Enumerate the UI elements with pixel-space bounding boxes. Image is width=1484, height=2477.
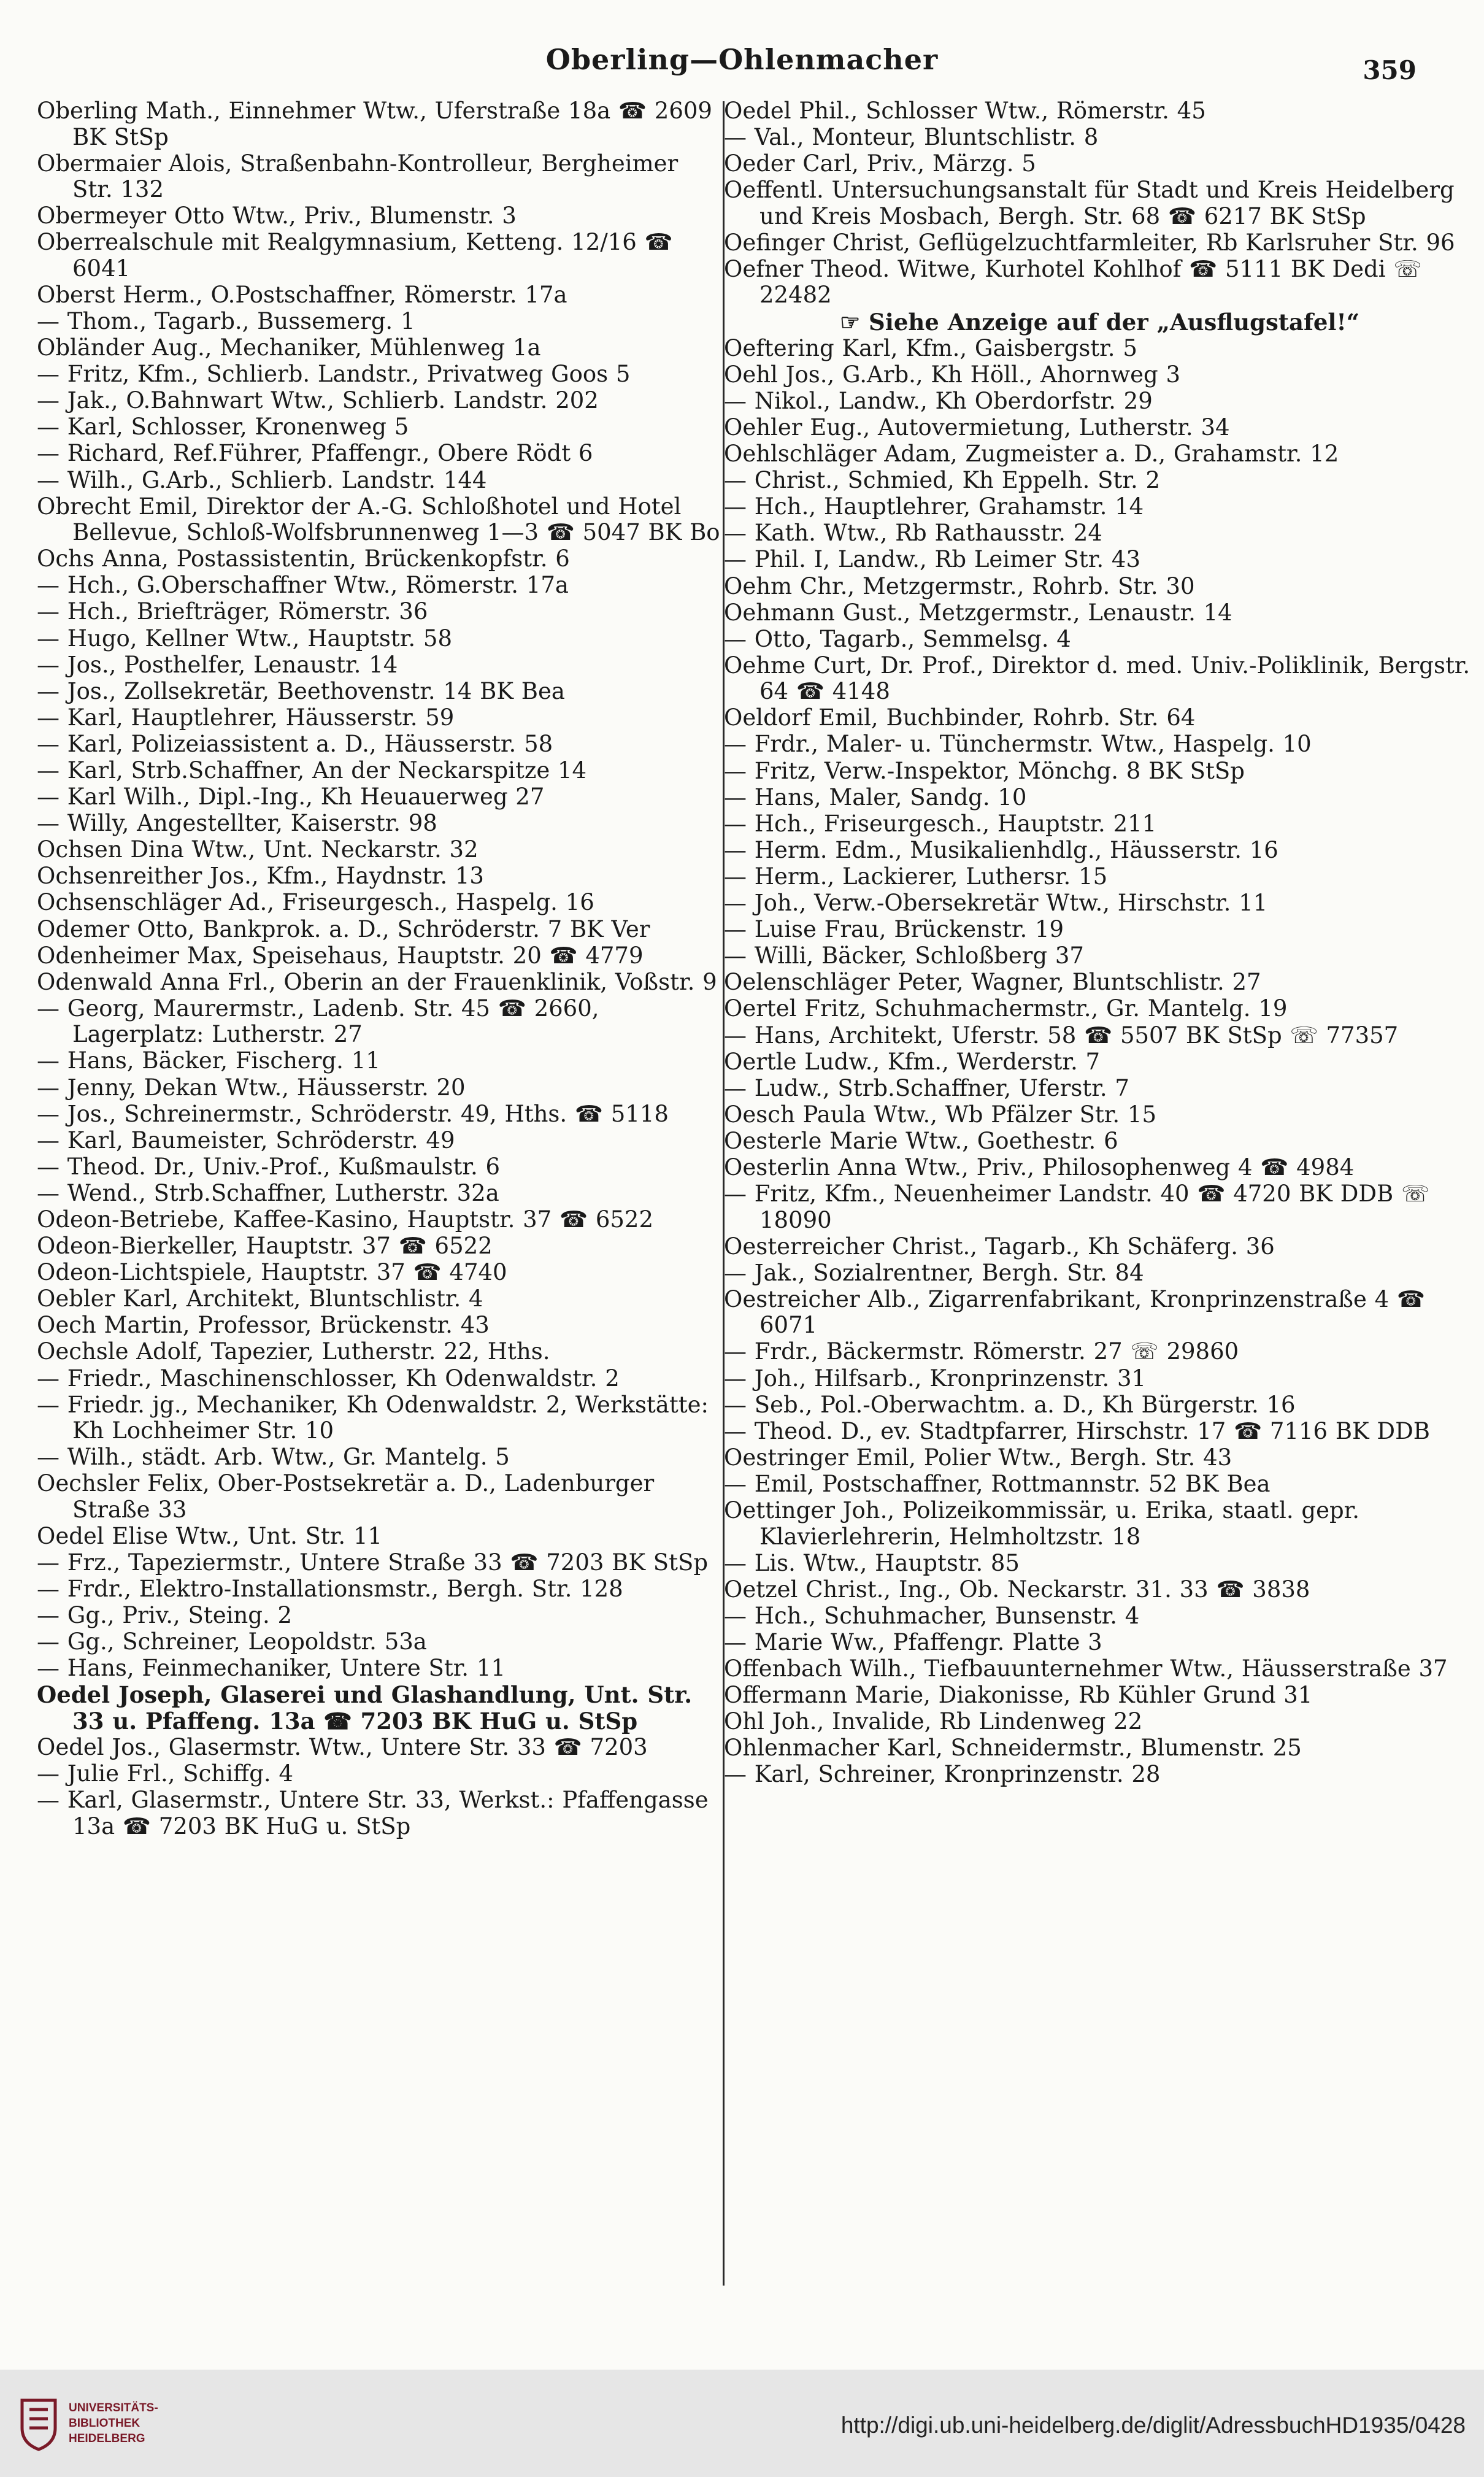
page-header	[0, 43, 1484, 86]
directory-entry: — Jos., Zollsekretär, Beethovenstr. 14 BK Bea	[37, 677, 565, 704]
directory-entry: — Frz., Tapeziermstr., Untere Straße 33 ☎ 7203 BK StSp	[37, 1549, 709, 1576]
directory-entry: Offermann Marie, Diakonisse, Rb Kühler Grund 31	[724, 1682, 1313, 1709]
directory-entry: Oesterlin Anna Wtw., Priv., Philosophenweg 4 ☎ 4984	[724, 1154, 1355, 1181]
directory-entry: — Val., Monteur, Bluntschlistr. 8	[724, 124, 1099, 151]
directory-entry: — Hch., Hauptlehrer, Grahamstr. 14	[724, 493, 1144, 520]
directory-entry: Oberrealschule mit Realgymnasium, Ketteng. 12/16 ☎ 6041	[37, 229, 673, 282]
directory-entry: — Gg., Priv., Steing. 2	[37, 1602, 293, 1629]
directory-entry: Oedel Elise Wtw., Unt. Str. 11	[37, 1522, 383, 1549]
directory-entry: — Ludw., Strb.Schaffner, Uferstr. 7	[724, 1074, 1129, 1101]
right-column	[724, 98, 1475, 2282]
directory-entry: Oedel Jos., Glasermstr. Wtw., Untere Str. 33 ☎ 7203	[37, 1734, 648, 1761]
directory-entry: Oberling Math., Einnehmer Wtw., Uferstraße 18a ☎ 2609 BK StSp	[37, 98, 712, 150]
directory-entry: — Fritz, Verw.-Inspektor, Mönchg. 8 BK StSp	[724, 757, 1245, 784]
directory-entry: Oehm Chr., Metzgermstr., Rohrb. Str. 30	[724, 572, 1195, 599]
directory-entry: Ochs Anna, Postassistentin, Brückenkopfstr. 6	[37, 545, 570, 572]
directory-entry: — Hans, Feinmechaniker, Untere Str. 11	[37, 1655, 506, 1682]
directory-entry: — Lis. Wtw., Hauptstr. 85	[724, 1549, 1020, 1576]
directory-entry: — Willy, Angestellter, Kaiserstr. 98	[37, 810, 437, 837]
directory-entry: — Christ., Schmied, Kh Eppelh. Str. 2	[724, 467, 1161, 494]
directory-entry: — Richard, Ref.Führer, Pfaffengr., Obere Rödt 6	[37, 440, 593, 467]
library-name-line2: BIBLIOTHEK	[69, 2417, 140, 2430]
library-name	[69, 2400, 158, 2446]
directory-entry: Odeon-Lichtspiele, Hauptstr. 37 ☎ 4740	[37, 1259, 507, 1286]
directory-entry: Obrecht Emil, Direktor der A.-G. Schloßhotel und Hotel Bellevue, Schloß-Wolfsbrunnenweg 1—3 ☎ 5047 BK Bo	[37, 493, 720, 546]
directory-entry: — Jak., O.Bahnwart Wtw., Schlierb. Landstr. 202	[37, 387, 599, 414]
directory-entry: — Thom., Tagarb., Bussemerg. 1	[37, 307, 415, 334]
directory-entry: — Karl Wilh., Dipl.-Ing., Kh Heuauerweg 27	[37, 784, 545, 811]
directory-entry: — Karl, Polizeiassistent a. D., Häusserstr. 58	[37, 730, 553, 757]
directory-entry: Oesterreicher Christ., Tagarb., Kh Schäferg. 36	[724, 1233, 1275, 1260]
directory-entry: Oefner Theod. Witwe, Kurhotel Kohlhof ☎ 5111 BK Dedi ☏ 22482	[724, 255, 1422, 309]
directory-entry: Oetzel Christ., Ing., Ob. Neckarstr. 31. 33 ☎ 3838	[724, 1576, 1310, 1603]
directory-entry: Odeon-Bierkeller, Hauptstr. 37 ☎ 6522	[37, 1233, 493, 1260]
directory-entry: Oebler Karl, Architekt, Bluntschlistr. 4	[37, 1285, 483, 1312]
directory-entry: — Wilh., G.Arb., Schlierb. Landstr. 144	[37, 466, 487, 493]
directory-entry: Oehmann Gust., Metzgermstr., Lenaustr. 14	[724, 599, 1232, 626]
directory-entry: Oedel Joseph, Glaserei und Glashandlung, Unt. Str. 33 u. Pfaffeng. 13a ☎ 7203 BK HuG u. StSp	[37, 1681, 693, 1735]
directory-entry: — Jos., Schreinermstr., Schröderstr. 49, Hths. ☎ 5118	[37, 1100, 669, 1127]
directory-entry: Ochsen Dina Wtw., Unt. Neckarstr. 32	[37, 836, 479, 863]
directory-entry: — Gg., Schreiner, Leopoldstr. 53a	[37, 1628, 427, 1655]
directory-entry: — Willi, Bäcker, Schloßberg 37	[724, 942, 1084, 969]
directory-entry: Odemer Otto, Bankprok. a. D., Schröderstr. 7 BK Ver	[37, 915, 650, 942]
directory-entry: Oehl Jos., G.Arb., Kh Höll., Ahornweg 3	[724, 361, 1181, 388]
directory-entry: — Friedr., Maschinenschlosser, Kh Odenwaldstr. 2	[37, 1365, 620, 1392]
left-column	[37, 98, 721, 2282]
directory-entry: — Wilh., städt. Arb. Wtw., Gr. Mantelg. 5	[37, 1444, 510, 1471]
directory-entry: — Frdr., Elektro-Installationsmstr., Bergh. Str. 128	[37, 1576, 623, 1603]
directory-entry: Oechsle Adolf, Tapezier, Lutherstr. 22, Hths.	[37, 1338, 550, 1365]
directory-entry: — Hch., Schuhmacher, Bunsenstr. 4	[724, 1602, 1140, 1629]
directory-entry: Oeldorf Emil, Buchbinder, Rohrb. Str. 64	[724, 704, 1196, 731]
directory-entry: — Herm., Lackierer, Luthersr. 15	[724, 863, 1108, 890]
directory-entry: Odenheimer Max, Speisehaus, Hauptstr. 20 ☎ 4779	[37, 942, 644, 969]
directory-entry: Offenbach Wilh., Tiefbauunternehmer Wtw., Häusserstraße 37	[724, 1655, 1448, 1682]
directory-entry: — Joh., Verw.-Obersekretär Wtw., Hirschstr. 11	[724, 890, 1268, 917]
directory-entry: — Karl, Schreiner, Kronprinzenstr. 28	[724, 1761, 1161, 1788]
directory-entry: Oehlschläger Adam, Zugmeister a. D., Grahamstr. 12	[724, 441, 1339, 468]
page-number: 359	[1363, 55, 1417, 85]
directory-entry: Obländer Aug., Mechaniker, Mühlenweg 1a	[37, 334, 541, 361]
directory-entry: — Hch., Briefträger, Römerstr. 36	[37, 598, 428, 625]
directory-entry: Oehler Eug., Autovermietung, Lutherstr. 34	[724, 414, 1230, 441]
directory-entry: — Herm. Edm., Musikalienhdlg., Häusserstr. 16	[724, 836, 1278, 863]
directory-entry: Oesterle Marie Wtw., Goethestr. 6	[724, 1127, 1118, 1154]
directory-entry: — Georg, Maurermstr., Ladenb. Str. 45 ☎ 2660, Lagerplatz: Lutherstr. 27	[37, 995, 599, 1048]
directory-entry: Odeon-Betriebe, Kaffee-Kasino, Hauptstr. 37 ☎ 6522	[37, 1206, 653, 1233]
directory-entry: — Frdr., Bäckermstr. Römerstr. 27 ☏ 29860	[724, 1338, 1239, 1365]
directory-entry: Ochsenreither Jos., Kfm., Haydnstr. 13	[37, 863, 484, 890]
directory-entry: — Karl, Strb.Schaffner, An der Neckarspitze 14	[37, 757, 587, 784]
directory-entry: — Hch., G.Oberschaffner Wtw., Römerstr. 17a	[37, 572, 569, 599]
directory-entry: — Otto, Tagarb., Semmelsg. 4	[724, 625, 1071, 652]
directory-entry: — Frdr., Maler- u. Tünchermstr. Wtw., Haspelg. 10	[724, 731, 1312, 758]
directory-entry: — Hans, Architekt, Uferstr. 58 ☎ 5507 BK StSp ☏ 77357	[724, 1022, 1399, 1049]
directory-entry: Oeffentl. Untersuchungsanstalt für Stadt und Kreis Heidelberg und Kreis Mosbach, Bergh. Str. 68 ☎ 6217 BK StSp	[724, 177, 1455, 229]
library-footer	[0, 2370, 1484, 2477]
directory-entry: — Hans, Maler, Sandg. 10	[724, 784, 1027, 811]
source-url-link[interactable]: http://digi.ub.uni-heidelberg.de/diglit/AdressbuchHD1935/0428	[840, 2413, 1466, 2438]
directory-entry: — Friedr. jg., Mechaniker, Kh Odenwaldstr. 2, Werkstätte: Kh Lochheimer Str. 10	[37, 1391, 709, 1444]
directory-entry: — Wend., Strb.Schaffner, Lutherstr. 32a	[37, 1179, 499, 1206]
directory-entry: — Fritz, Kfm., Schlierb. Landstr., Privatweg Goos 5	[37, 361, 631, 388]
directory-entry: Obermeyer Otto Wtw., Priv., Blumenstr. 3	[37, 202, 517, 229]
directory-entry: — Julie Frl., Schiffg. 4	[37, 1760, 293, 1787]
directory-entry: — Karl, Hauptlehrer, Häusserstr. 59	[37, 704, 455, 731]
directory-entry: Odenwald Anna Frl., Oberin an der Frauenklinik, Voßstr. 9	[37, 968, 717, 995]
directory-entry: ☞ Siehe Anzeige auf der „Ausflugstafel!“	[840, 308, 1359, 336]
directory-entry: — Karl, Baumeister, Schröderstr. 49	[37, 1127, 455, 1154]
directory-entry: — Marie Ww., Pfaffengr. Platte 3	[724, 1628, 1102, 1655]
running-title: Oberling—Ohlenmacher	[545, 43, 939, 76]
directory-entry: — Hch., Friseurgesch., Hauptstr. 211	[724, 810, 1157, 837]
directory-entry: Oechsler Felix, Ober-Postsekretär a. D., Ladenburger Straße 33	[37, 1470, 655, 1523]
directory-entry: — Jos., Posthelfer, Lenaustr. 14	[37, 651, 398, 678]
directory-entry: Ochsenschläger Ad., Friseurgesch., Haspelg. 16	[37, 889, 594, 916]
directory-entry: Oelenschläger Peter, Wagner, Bluntschlistr. 27	[724, 969, 1261, 996]
directory-entry: Oestreicher Alb., Zigarrenfabrikant, Kronprinzenstraße 4 ☎ 6071	[724, 1285, 1426, 1339]
directory-entry: Oettinger Joh., Polizeikommissär, u. Erika, staatl. gepr. Klavierlehrerin, Helmholtzstr. 18	[724, 1497, 1360, 1550]
directory-entry: Oestringer Emil, Polier Wtw., Bergh. Str. 43	[724, 1444, 1232, 1471]
directory-entry: Oehme Curt, Dr. Prof., Direktor d. med. Univ.-Poliklinik, Bergstr. 64 ☎ 4148	[724, 652, 1471, 705]
directory-entry: — Luise Frau, Brückenstr. 19	[724, 916, 1064, 943]
directory-entry: Ohlenmacher Karl, Schneidermstr., Blumenstr. 25	[724, 1735, 1302, 1762]
directory-entry: — Joh., Hilfsarb., Kronprinzenstr. 31	[724, 1365, 1147, 1392]
directory-entry: — Hans, Bäcker, Fischerg. 11	[37, 1047, 380, 1074]
directory-entry: Ohl Joh., Invalide, Rb Lindenweg 22	[724, 1708, 1143, 1735]
directory-entry: Oech Martin, Professor, Brückenstr. 43	[37, 1312, 490, 1339]
directory-entry: — Theod. Dr., Univ.-Prof., Kußmaulstr. 6	[37, 1153, 501, 1180]
directory-entry: Oedel Phil., Schlosser Wtw., Römerstr. 45	[724, 98, 1206, 124]
directory-entry: — Theod. D., ev. Stadtpfarrer, Hirschstr. 17 ☎ 7116 BK DDB	[724, 1417, 1430, 1444]
directory-entry: Oefinger Christ, Geflügelzuchtfarmleiter, Rb Karlsruher Str. 96	[724, 229, 1455, 256]
directory-entry: Oeftering Karl, Kfm., Gaisbergstr. 5	[724, 334, 1137, 361]
directory-entry: — Nikol., Landw., Kh Oberdorfstr. 29	[724, 387, 1153, 414]
directory-entry: Obermaier Alois, Straßenbahn-Kontrolleur, Bergheimer Str. 132	[37, 150, 679, 203]
directory-entry: — Kath. Wtw., Rb Rathausstr. 24	[724, 520, 1102, 547]
directory-entry: Oberst Herm., O.Postschaffner, Römerstr. 17a	[37, 281, 567, 308]
directory-entry: — Hugo, Kellner Wtw., Hauptstr. 58	[37, 625, 452, 652]
directory-entry: Oeder Carl, Priv., Märzg. 5	[724, 150, 1036, 177]
directory-entry: — Karl, Schlosser, Kronenweg 5	[37, 414, 409, 441]
directory-entry: Oesch Paula Wtw., Wb Pfälzer Str. 15	[724, 1101, 1157, 1128]
directory-entry: — Jak., Sozialrentner, Bergh. Str. 84	[724, 1259, 1144, 1286]
directory-entry: Oertle Ludw., Kfm., Werderstr. 7	[724, 1048, 1101, 1075]
library-name-line3: HEIDELBERG	[69, 2432, 145, 2445]
library-name-line1: UNIVERSITÄTS-	[69, 2402, 158, 2414]
library-seal-icon	[17, 2394, 60, 2452]
directory-entry: — Seb., Pol.-Oberwachtm. a. D., Kh Bürgerstr. 16	[724, 1391, 1296, 1418]
directory-entry: — Karl, Glasermstr., Untere Str. 33, Werkst.: Pfaffengasse 13a ☎ 7203 BK HuG u. StSp	[37, 1787, 709, 1839]
directory-entry: Oertel Fritz, Schuhmachermstr., Gr. Mantelg. 19	[724, 995, 1288, 1022]
directory-entry: — Emil, Postschaffner, Rottmannstr. 52 BK Bea	[724, 1470, 1271, 1497]
directory-entry: — Phil. I, Landw., Rb Leimer Str. 43	[724, 546, 1140, 573]
directory-entry: — Jenny, Dekan Wtw., Häusserstr. 20	[37, 1074, 466, 1101]
directory-entry: — Fritz, Kfm., Neuenheimer Landstr. 40 ☎ 4720 BK DDB ☏ 18090	[724, 1181, 1430, 1233]
